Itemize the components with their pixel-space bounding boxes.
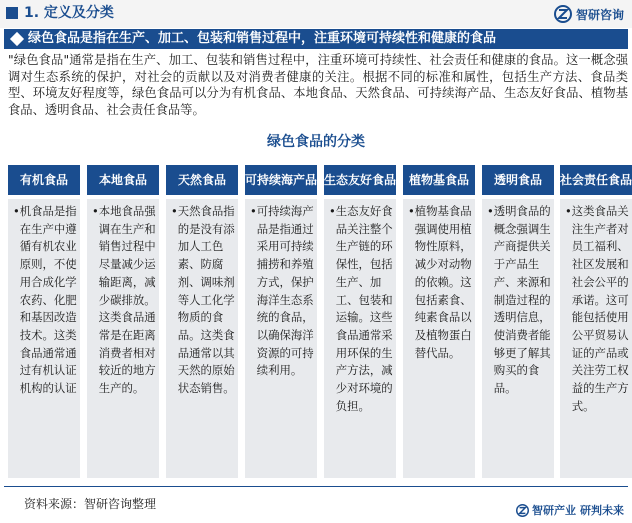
footer-divider [4,486,628,487]
headline-banner [4,29,628,49]
bullet-icon: • [408,204,415,218]
category-text: 可持续海产品是指通过采用可持续捕捞和养殖方式，保护海洋生态系统的食品，以确保海洋资源的可持续利用。 [256,204,314,378]
classification-title: 绿色食品的分类 [267,134,365,150]
category-description [245,199,317,478]
bullet-icon: • [13,204,20,218]
category-header: 植物基食品 [403,165,475,195]
slogan-left: 智研产业 [532,504,576,517]
category-text: 生态友好食品关注整个生产链的环保性，包括生产、加工、包装和运输。这些食品通常采用环保的生产方法，减少对环境的负担。 [335,204,393,413]
category-text: 本地食品强调在生产和销售过程中尽量减少运输距离，减少碳排放。这类食品通常是在距离消费者相对较近的地方生产的。 [98,204,156,396]
category-column-transparent [482,165,554,478]
diamond-icon [10,32,24,46]
brand-logo[interactable] [554,4,624,24]
bullet-icon: • [92,204,99,218]
category-header: 有机食品 [8,165,80,195]
category-column-plant-based [403,165,475,478]
bullet-icon: • [487,204,494,218]
brand-slogan [516,502,624,518]
slogan-right: 研判未来 [580,504,624,517]
category-text: 透明食品的概念强调生产商提供关于产品生产、来源和制造过程的透明信息，使消费者能够更了解其购买的食品。 [493,204,551,396]
brand-name: 智研咨询 [575,7,624,22]
category-column-local [87,165,159,478]
zhiyan-logo-icon [554,5,572,23]
category-header: 可持续海产品 [245,165,317,195]
bullet-icon: • [171,204,178,218]
category-text: 机食品是指在生产中遵循有机农业原则，不使用合成化学农药、化肥和基因改造技术。这类食品通常通过有机认证机构的认证 [19,204,77,396]
category-description [8,199,80,478]
category-column-social-responsibility [560,165,632,478]
section-marker-icon [6,7,18,19]
category-header: 透明食品 [482,165,554,195]
intro-paragraph: "绿色食品"通常是指在生产、加工、包装和销售过程中，注重环境可持续性、社会责任和健康的食品。这一概念强调对生态系统的保护，对社会的贡献以及对消费者健康的关注。根据不同的标准和属性，包括生产方法、食品类型、环境友好程度等，绿色食品可以分为有机食品、本地食品、天然食品、可持续海产品、生态友好食品、植物基食品、透明食品、社会责任食品等。 [8,53,628,117]
bullet-icon: • [250,204,257,218]
category-column-seafood [245,165,317,478]
category-description [166,199,238,478]
category-text: 这类食品关注生产者对员工福利、社区发展和社会公平的承诺。这可能包括使用公平贸易认证的产品或关注劳工权益的生产方式。 [571,204,629,413]
category-header: 生态友好食品 [324,165,396,195]
category-text: 植物基食品强调使用植物性原料，减少对动物的依赖。这包括素食、纯素食品以及植物蛋白替代品。 [414,204,472,360]
bullet-icon: • [329,204,336,218]
category-column-natural [166,165,238,478]
footer [0,486,632,523]
category-description [482,199,554,478]
category-header: 本地食品 [87,165,159,195]
category-description [403,199,475,478]
zhiyan-logo-icon [516,504,529,517]
category-description [87,199,159,478]
category-header: 社会责任食品 [560,165,632,195]
category-text: 天然食品指的是没有添加人工色素、防腐剂、调味剂等人工化学物质的食品。这类食品通常以其天然的原始状态销售。 [177,204,235,396]
category-description [560,199,632,478]
bullet-icon: • [565,204,572,218]
banner-title: 绿色食品是指在生产、加工、包装和销售过程中，注重环境可持续性和健康的食品 [28,31,497,46]
category-header: 天然食品 [166,165,238,195]
top-header [0,0,632,28]
category-column-eco [324,165,396,478]
source-note: 资料来源：智研咨询整理 [24,497,157,511]
category-column-organic [8,165,80,478]
category-description [324,199,396,478]
section-title: 1. 定义及分类 [24,5,114,21]
